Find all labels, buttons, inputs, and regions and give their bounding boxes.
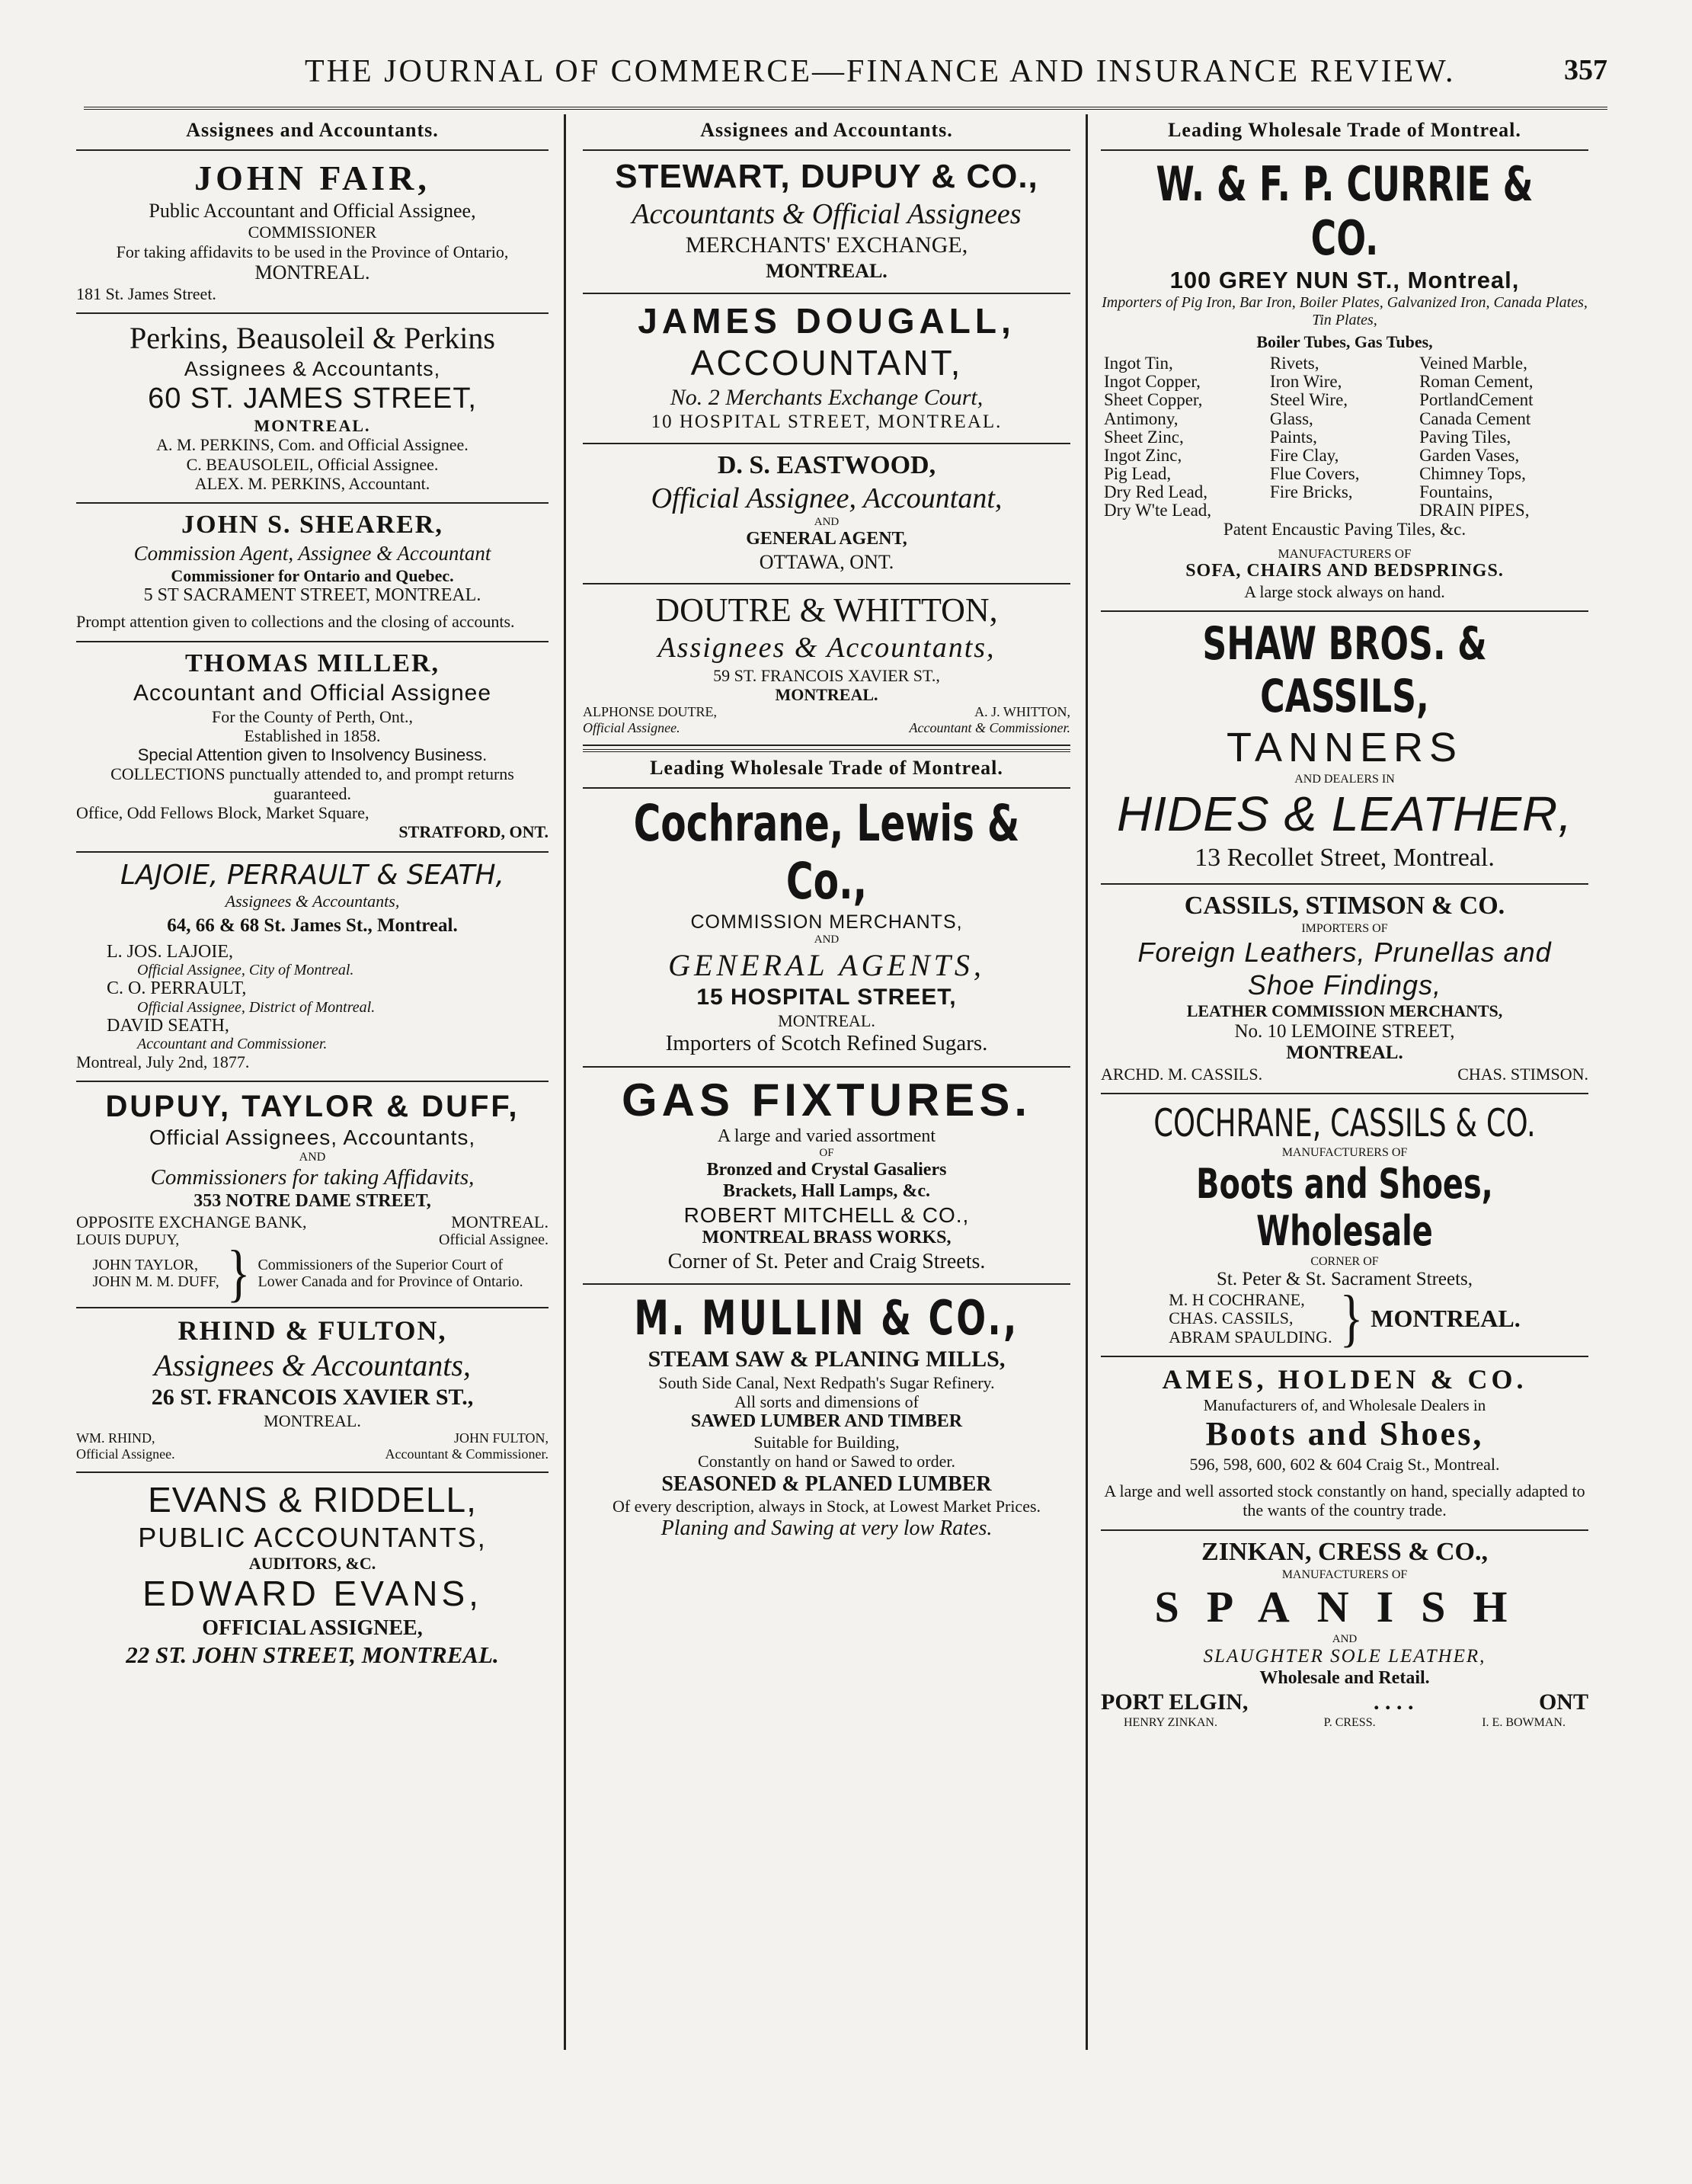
ad-city: MONTREAL. — [778, 1010, 875, 1030]
product-item: Antimony, — [1104, 408, 1179, 428]
ad-line: OFFICIAL ASSIGNEE, — [202, 1616, 423, 1640]
ad-line: COLLECTIONS punctually attended to, and prompt returns guaranteed. — [110, 764, 514, 803]
ad-person: WM. RHIND, — [76, 1430, 155, 1446]
ad-title: ZINKAN, CRESS & CO., — [1201, 1537, 1488, 1566]
product-column — [1419, 354, 1585, 520]
section-heading: Leading Wholesale Trade of Montreal. — [583, 749, 1070, 789]
ad-title: Cochrane, Lewis & Co., — [633, 794, 1020, 911]
ad-person: C. BEAUSOLEIL, Official Assignee. — [186, 454, 439, 474]
ad-person: A. M. PERKINS, Com. and Official Assignee. — [156, 435, 469, 455]
ad-line: ROBERT MITCHELL & CO., — [683, 1202, 970, 1227]
ad-person-list — [76, 942, 549, 1052]
ad-line: Suitable for Building, — [753, 1432, 900, 1452]
ad-city: STRATFORD, ONT. — [398, 822, 549, 842]
ad-line: Established in 1858. — [244, 725, 381, 745]
product-item: Ingot Copper, — [1104, 372, 1201, 392]
ad-of: OF — [819, 1147, 834, 1160]
ad-and: AND — [1332, 1632, 1358, 1645]
ad-title: D. S. EASTWOOD, — [717, 450, 936, 479]
ad-line: Assignees & Accountants, — [154, 1348, 471, 1383]
ad-title: SHAW BROS. & CASSILS, — [1202, 617, 1487, 724]
header-rule — [84, 107, 1607, 114]
product-item: Ingot Tin, — [1104, 354, 1173, 373]
ad-line: Brackets, Hall Lamps, &c. — [723, 1181, 930, 1202]
ad-line: AND DEALERS IN — [1294, 773, 1395, 786]
ad-city: MONTREAL. — [766, 260, 888, 283]
ad-note: Prompt attention given to collections and the closing of accounts. — [76, 612, 515, 632]
product-item: Sheet Zinc, — [1104, 427, 1184, 447]
column-1 — [76, 114, 549, 2065]
ad-person-list — [1169, 1291, 1332, 1347]
product-column — [1104, 354, 1270, 520]
product-item — [1270, 501, 1419, 520]
ad-line: A large stock always on hand. — [1244, 581, 1445, 601]
ad-evans-riddell — [76, 1473, 549, 1679]
product-item: PortlandCement — [1419, 390, 1534, 410]
ad-shearer — [76, 504, 549, 642]
ad-line: MANUFACTURERS OF — [1278, 546, 1412, 561]
ad-person-role: Official Assignee. — [76, 1446, 175, 1462]
brace-glyph: } — [1339, 1283, 1364, 1353]
product-item: Veined Marble, — [1419, 354, 1527, 373]
ad-line: Importers of Scotch Refined Sugars. — [665, 1030, 988, 1055]
ad-row — [76, 1231, 549, 1249]
ad-line: For taking affidavits to be used in the Province of Ontario, — [116, 242, 509, 261]
ad-person: P. CRESS. — [1323, 1716, 1376, 1730]
ad-person: DAVID SEATH, — [107, 1015, 229, 1036]
ad-line: Commissioners for taking Affidavits, — [150, 1165, 475, 1190]
ad-and: AND — [814, 516, 840, 529]
column-3 — [1101, 114, 1588, 2065]
ad-person: ALPHONSE DOUTRE, — [583, 704, 718, 720]
ad-line: LEATHER COMMISSION MERCHANTS, — [1186, 1001, 1503, 1021]
ad-line: Foreign Leathers, Prunellas and Shoe Findings, — [1137, 936, 1552, 1001]
ad-line: STEAM SAW & PLANING MILLS, — [648, 1346, 1006, 1372]
ad-title: AMES, HOLDEN & CO. — [1162, 1363, 1527, 1395]
ad-line: No. 2 Merchants Exchange Court, — [670, 384, 984, 410]
ad-lajoie — [76, 853, 549, 1083]
ad-line: Accountant and Official Assignee — [133, 680, 492, 706]
ad-line: AUDITORS, &C. — [248, 1554, 376, 1574]
ad-line: Manufacturers of, and Wholesale Dealers in — [1203, 1395, 1486, 1414]
ad-stewart-dupuy — [583, 151, 1070, 294]
ad-address: 59 ST. FRANCOIS XAVIER ST., — [713, 665, 940, 685]
ad-person: ALEX. M. PERKINS, Accountant. — [194, 474, 430, 494]
section-heading: Assignees and Accountants. — [583, 114, 1070, 151]
ad-title: EVANS & RIDDELL, — [148, 1479, 477, 1520]
product-item: Chimney Tops, — [1419, 463, 1526, 483]
section-heading: Leading Wholesale Trade of Montreal. — [1101, 114, 1588, 151]
ad-line: SAWED LUMBER AND TIMBER — [690, 1411, 963, 1432]
product-column — [1270, 354, 1419, 520]
ad-row — [583, 720, 1070, 736]
ad-city: MONTREAL. — [1286, 1042, 1403, 1064]
product-item: Flue Covers, — [1269, 463, 1360, 483]
ad-title: M. MULLIN & CO., — [634, 1290, 1019, 1347]
product-item: Dry W'te Lead, — [1104, 501, 1212, 520]
ad-line: SEASONED & PLANED LUMBER — [661, 1471, 992, 1496]
ad-address: 181 St. James Street. — [76, 283, 216, 303]
ad-line: MANUFACTURERS OF — [1281, 1146, 1408, 1160]
ad-line: SLAUGHTER SOLE LEATHER, — [1203, 1645, 1486, 1667]
ad-date: Montreal, July 2nd, 1877. — [76, 1052, 250, 1071]
ad-title: W. & F. P. CURRIE & CO. — [1156, 156, 1534, 267]
ad-address: 5 ST SACRAMENT STREET, MONTREAL. — [143, 584, 481, 605]
ad-title: STEWART, DUPUY & CO., — [615, 158, 1038, 195]
ad-person-role: Official Assignee, District of Montreal. — [137, 998, 376, 1016]
product-item: Fountains, — [1419, 482, 1493, 502]
ad-line: MANUFACTURERS OF — [1281, 1568, 1408, 1581]
ad-person: L. JOS. LAJOIE, — [107, 941, 233, 962]
ad-and: AND — [814, 933, 840, 946]
ad-line: COMMISSIONER — [248, 223, 377, 242]
ad-address: 353 NOTRE DAME STREET, — [194, 1191, 431, 1212]
ad-city: MONTREAL. — [254, 261, 370, 283]
ad-line: Commission Agent, Assignee & Accountant — [133, 542, 491, 565]
ad-doutre-whitton — [583, 584, 1070, 746]
ad-person-list — [93, 1257, 219, 1290]
product-item: Iron Wire, — [1269, 372, 1342, 392]
ad-line: Boots and Shoes, Wholesale — [1196, 1159, 1493, 1255]
ad-address: 15 HOSPITAL STREET, — [696, 984, 957, 1010]
ad-person-role: Accountant & Commissioner. — [385, 1446, 549, 1462]
ad-person-role: Official Assignee. — [583, 719, 680, 735]
ad-person-role: Commissioners of the Superior Court of Lower Canada and for Province of Ontario. — [257, 1256, 523, 1290]
ad-person: M. H COCHRANE, — [1169, 1290, 1305, 1310]
ad-line: A large and varied assortment — [717, 1126, 936, 1146]
ad-person-role: Accountant & Commissioner. — [909, 719, 1070, 735]
ad-address: 60 ST. JAMES STREET, — [148, 382, 477, 415]
ad-title: LAJOIE, PERRAULT & SEATH, — [120, 859, 505, 891]
ad-province: ONT — [1538, 1689, 1588, 1715]
ad-line: PUBLIC ACCOUNTANTS, — [138, 1522, 487, 1553]
ad-person-role: Official Assignee, City of Montreal. — [137, 962, 354, 979]
ad-city: MONTREAL. — [264, 1411, 361, 1431]
ad-address: 100 GREY NUN ST., Montreal, — [1169, 266, 1520, 293]
ad-row — [1101, 1689, 1588, 1716]
ad-partners — [1101, 1283, 1588, 1353]
ad-line: Boiler Tubes, Gas Tubes, — [1256, 331, 1433, 351]
ad-zinkan-cress — [1101, 1531, 1588, 1740]
product-item: Pig Lead, — [1104, 463, 1172, 483]
ad-city: MONTREAL. — [254, 416, 371, 436]
product-item: Sheet Copper, — [1104, 390, 1203, 410]
ad-address: 13 Recollet Street, Montreal. — [1195, 844, 1495, 872]
product-list — [1101, 354, 1588, 520]
ad-gas-fixtures — [583, 1068, 1070, 1286]
ad-person: CHAS. STIMSON. — [1457, 1065, 1588, 1084]
ad-line: All sorts and dimensions of — [734, 1392, 919, 1412]
product-item: Paints, — [1269, 427, 1317, 447]
ad-john-fair — [76, 151, 549, 314]
ad-row — [76, 1430, 549, 1446]
ad-address: 10 HOSPITAL STREET, MONTREAL. — [651, 411, 1003, 432]
ad-title: DOUTRE & WHITTON, — [655, 591, 998, 629]
ad-title: Perkins, Beausoleil & Perkins — [130, 321, 495, 356]
ad-line: Official Assignee, Accountant, — [651, 482, 1003, 514]
ad-cochrane-lewis — [583, 789, 1070, 1067]
product-item: Rivets, — [1269, 354, 1319, 373]
ad-rhind-fulton — [76, 1308, 549, 1473]
product-item: Dry Red Lead, — [1104, 482, 1208, 502]
ad-line: Assignees & Accountants, — [184, 357, 441, 381]
ad-title: RHIND & FULTON, — [178, 1315, 447, 1346]
ad-line: Corner of St. Peter and Craig Streets. — [667, 1249, 986, 1273]
ad-line: Planing and Sawing at very low Rates. — [660, 1516, 993, 1541]
ad-row — [583, 704, 1070, 720]
ad-person: ARCHD. M. CASSILS. — [1101, 1065, 1263, 1084]
ad-person: C. O. PERRAULT, — [107, 978, 247, 999]
product-item: Paving Tiles, — [1419, 427, 1511, 447]
ad-line: GENERAL AGENTS, — [668, 947, 985, 982]
product-item: Glass, — [1269, 408, 1313, 428]
ad-line: Assignees & Accountants, — [225, 891, 400, 911]
ad-line: SOFA, CHAIRS AND BEDSPRINGS. — [1185, 561, 1504, 581]
ad-city: MONTREAL. — [775, 684, 878, 704]
ad-line: Importers of Pig Iron, Bar Iron, Boiler Plates, Galvanized Iron, Canada Plates, Tin Plates, — [1102, 293, 1588, 328]
ad-line: Patent Encaustic Paving Tiles, &c. — [1223, 520, 1467, 540]
product-item: Garden Vases, — [1419, 445, 1520, 465]
ad-line: Of every description, always in Stock, at Lowest Market Prices. — [612, 1497, 1041, 1516]
ad-line: Bronzed and Crystal Gasaliers — [706, 1160, 947, 1180]
ad-and: AND — [299, 1150, 326, 1164]
ad-row — [76, 1212, 549, 1231]
ad-title: THOMAS MILLER, — [184, 648, 440, 677]
ad-line: TANNERS — [1226, 725, 1463, 771]
ad-currie — [1101, 151, 1588, 612]
ad-line: SPANISH — [1154, 1581, 1535, 1632]
ad-line: ACCOUNTANT, — [690, 342, 963, 383]
product-item: Roman Cement, — [1419, 372, 1534, 392]
ad-line: HIDES & LEATHER, — [1116, 786, 1573, 842]
brace-glyph: } — [226, 1238, 251, 1308]
ad-title: JOHN FAIR, — [194, 159, 430, 197]
ad-city: MONTREAL. — [451, 1212, 549, 1231]
product-item: Steel Wire, — [1269, 390, 1348, 410]
ad-person: I. E. BOWMAN. — [1482, 1716, 1566, 1730]
ad-line: Wholesale and Retail. — [1259, 1667, 1430, 1688]
ad-city: OTTAWA, ONT. — [759, 550, 894, 573]
ad-title: CASSILS, STIMSON & CO. — [1184, 891, 1505, 920]
ad-line: MERCHANTS' EXCHANGE, — [685, 232, 968, 258]
ad-opposite: OPPOSITE EXCHANGE BANK, — [76, 1212, 307, 1231]
ad-line: Special Attention given to Insolvency Business. — [137, 745, 488, 765]
ad-person-role: Accountant and Commissioner. — [137, 1035, 328, 1052]
ad-line: Assignees & Accountants, — [657, 631, 996, 664]
ad-title: COCHRANE, CASSILS & CO. — [1153, 1101, 1536, 1146]
ad-city: MONTREAL. — [1371, 1305, 1521, 1333]
page-header — [84, 46, 1607, 107]
ad-line: South Side Canal, Next Redpath's Sugar Refinery. — [658, 1372, 995, 1392]
ad-address: 64, 66 & 68 St. James St., Montreal. — [167, 915, 458, 937]
ad-address: 596, 598, 600, 602 & 604 Craig St., Montreal. — [1189, 1454, 1500, 1474]
ad-person: JOHN FULTON, — [453, 1430, 549, 1446]
ad-line: Accountants & Official Assignees — [632, 197, 1022, 230]
ad-row — [1101, 1065, 1588, 1084]
ad-person: A. J. WHITTON, — [974, 704, 1070, 720]
ad-person: JOHN M. M. DUFF, — [92, 1273, 219, 1290]
ad-city: PORT ELGIN, — [1101, 1689, 1249, 1715]
ad-line: COMMISSION MERCHANTS, — [690, 911, 963, 933]
ad-line: GENERAL AGENT, — [746, 529, 907, 549]
ad-cassils-stimson — [1101, 885, 1588, 1095]
ad-person: LOUIS DUPUY, — [76, 1231, 180, 1248]
ad-person: ABRAM SPAULDING. — [1169, 1327, 1332, 1347]
ad-shaw-bros — [1101, 612, 1588, 885]
ad-line: Boots and Shoes, — [1205, 1415, 1484, 1453]
ad-person: HENRY ZINKAN. — [1124, 1716, 1217, 1730]
column-divider — [564, 114, 566, 2050]
ad-row — [1101, 1716, 1588, 1730]
ad-address: 26 ST. FRANCOIS XAVIER ST., — [151, 1385, 474, 1411]
ad-title: JAMES DOUGALL, — [638, 300, 1016, 341]
ad-m-mullin — [583, 1285, 1070, 1551]
ad-line: A large and well assorted stock constantly on hand, specially adapted to the wants of the country trade. — [1104, 1481, 1585, 1520]
ad-line: Commissioner for Ontario and Quebec. — [171, 565, 454, 585]
ad-address: 22 ST. JOHN STREET, MONTREAL. — [126, 1641, 499, 1669]
ad-james-dougall — [583, 294, 1070, 444]
ad-dupuy-taylor-duff — [76, 1082, 549, 1308]
ad-line: For the County of Perth, Ont., — [212, 706, 413, 726]
ad-line: Constantly on hand or Sawed to order. — [698, 1452, 955, 1471]
ad-cochrane-cassils — [1101, 1094, 1588, 1356]
ad-thomas-miller — [76, 642, 549, 853]
ad-address: No. 10 LEMOINE STREET, — [1234, 1020, 1455, 1042]
ad-line: Official Assignees, Accountants, — [149, 1126, 476, 1150]
ad-person: JOHN TAYLOR, — [92, 1256, 198, 1273]
ad-title: DUPUY, TAYLOR & DUFF, — [105, 1090, 520, 1124]
ad-person-role: Official Assignee. — [438, 1231, 549, 1248]
product-item: Fire Bricks, — [1269, 482, 1353, 502]
column-2 — [583, 114, 1070, 2065]
ad-title: GAS FIXTURES. — [621, 1074, 1032, 1126]
journal-title: THE JOURNAL OF COMMERCE—FINANCE AND INSURANCE REVIEW. — [305, 54, 1456, 89]
ad-perkins — [76, 314, 549, 504]
ad-line: EDWARD EVANS, — [142, 1574, 482, 1614]
ad-line: CORNER OF — [1310, 1255, 1379, 1269]
ad-eastwood — [583, 444, 1070, 584]
ad-line: Office, Odd Fellows Block, Market Square, — [76, 802, 369, 822]
ad-dots: . . . . — [1373, 1689, 1414, 1715]
product-item: Fire Clay, — [1269, 445, 1339, 465]
product-item: Ingot Zinc, — [1104, 445, 1182, 465]
ad-line: IMPORTERS OF — [1301, 921, 1388, 935]
ad-line: MONTREAL BRASS WORKS, — [702, 1228, 952, 1248]
ad-line: St. Peter & St. Sacrament Streets, — [1216, 1269, 1473, 1290]
ad-person: CHAS. CASSILS, — [1169, 1308, 1294, 1328]
ad-title: JOHN S. SHEARER, — [181, 511, 443, 540]
ad-row — [76, 1446, 549, 1462]
section-heading: Assignees and Accountants. — [76, 114, 549, 151]
product-item: DRAIN PIPES, — [1419, 501, 1530, 520]
product-item: Canada Cement — [1419, 408, 1531, 428]
ad-line: Public Accountant and Official Assignee, — [149, 200, 476, 223]
page-number: 357 — [1564, 54, 1607, 86]
column-divider — [1086, 114, 1088, 2050]
ad-ames-holden — [1101, 1357, 1588, 1531]
